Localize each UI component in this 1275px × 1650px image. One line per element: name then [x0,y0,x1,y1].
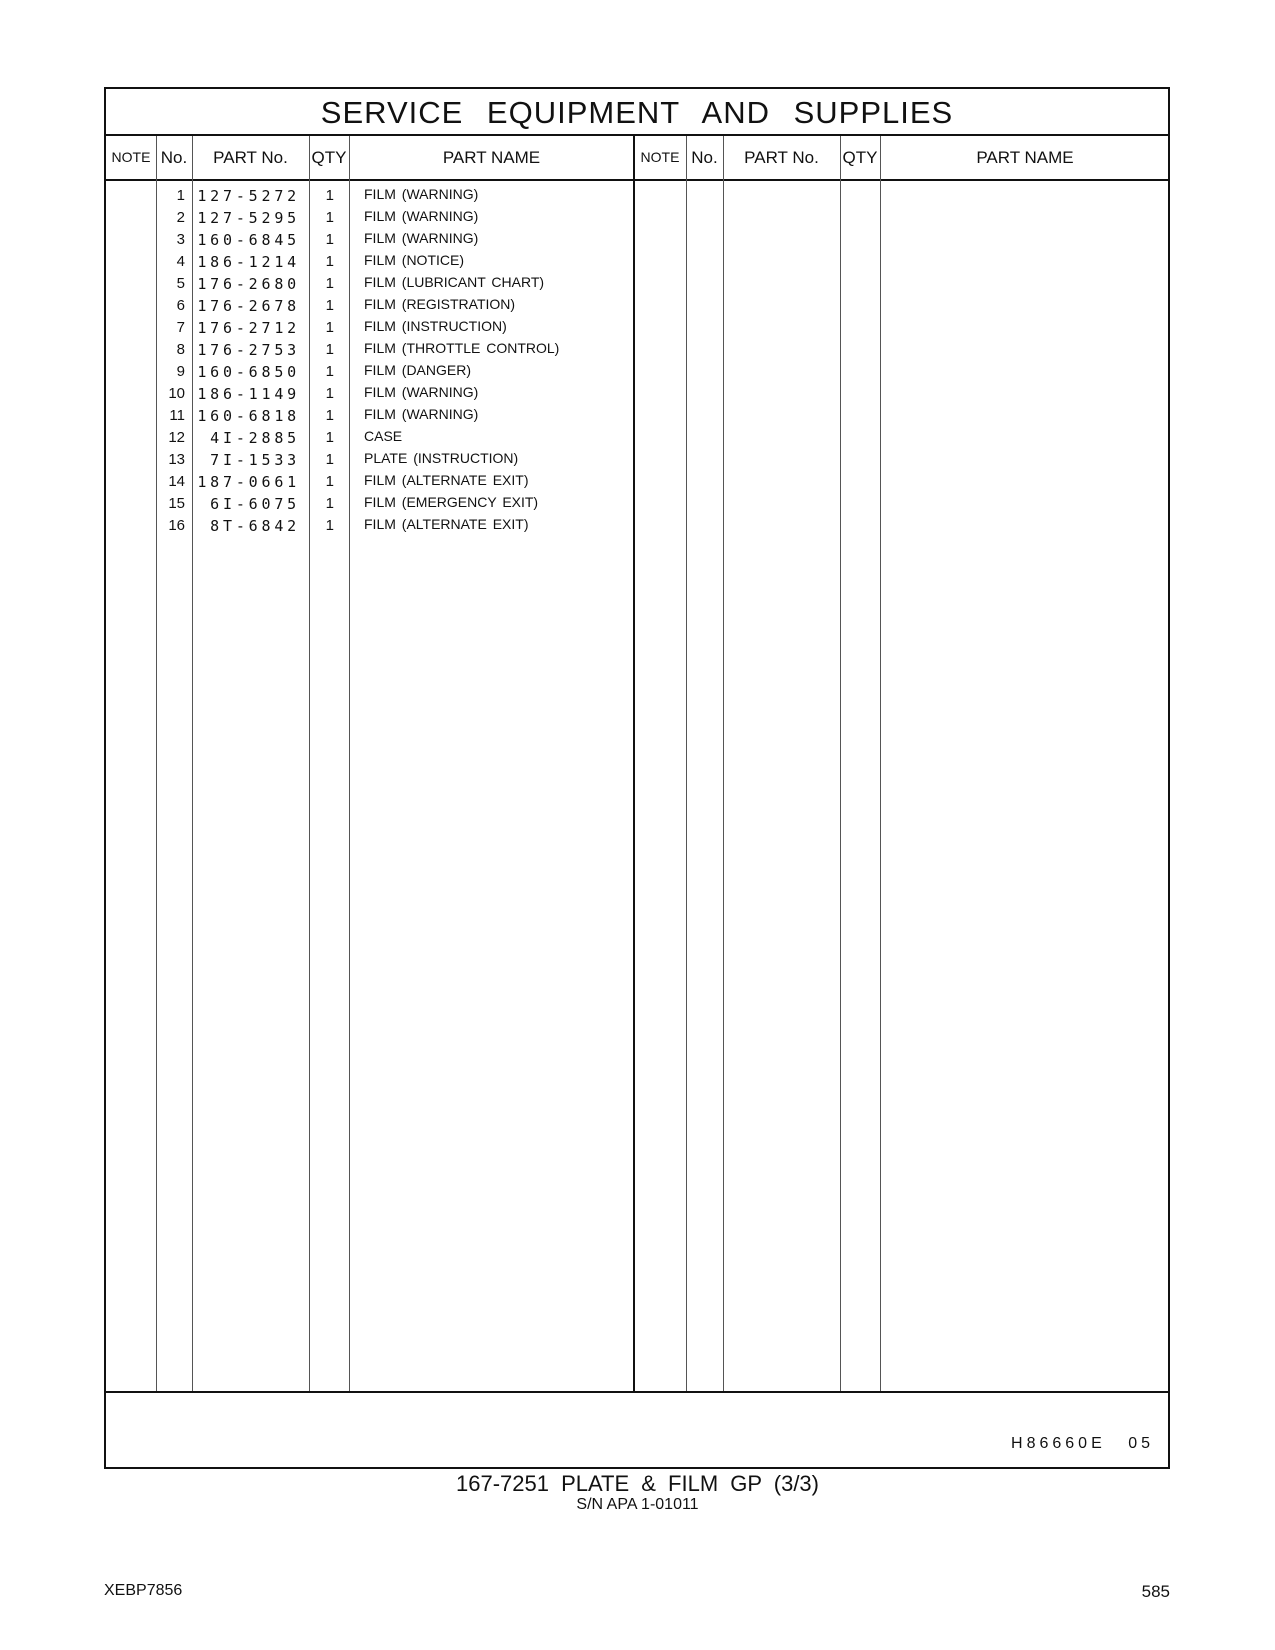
header-no-left: No. [160,148,188,167]
item-number: 9 [176,363,185,380]
part-name: CASE [364,428,403,444]
header-part-name-left: PART NAME [442,148,541,167]
item-number: 3 [176,231,185,248]
header-no-right: No. [691,148,718,167]
quantity: 1 [325,187,334,204]
part-name: FILM (WARNING) [364,186,479,202]
part-number: 160-6850 [197,363,300,381]
part-name: FILM (THROTTLE CONTROL) [364,340,560,356]
header-part-no-left: PART No. [213,148,288,167]
quantity: 1 [325,495,334,512]
header-qty-right: QTY [842,148,878,167]
item-number: 15 [168,495,185,512]
part-number: 127-5272 [197,187,300,205]
table-bottom-rule [106,1391,1168,1393]
part-name: FILM (REGISTRATION) [364,296,516,312]
part-number: 127-5295 [197,209,300,227]
header-qty-left: QTY [311,148,347,167]
table-row [106,515,1168,537]
header-note-left: NOTE [111,149,151,165]
part-number: 176-2753 [197,341,300,359]
table-row [106,449,1168,471]
table-row [106,229,1168,251]
part-name: FILM (EMERGENCY EXIT) [364,494,539,510]
item-number: 13 [168,451,185,468]
page-title: SERVICE EQUIPMENT AND SUPPLIES [320,95,954,130]
part-number: 8T-6842 [210,517,300,535]
part-name: FILM (ALTERNATE EXIT) [364,516,529,532]
part-name: FILM (ALTERNATE EXIT) [364,472,529,488]
part-name: FILM (NOTICE) [364,252,464,268]
quantity: 1 [325,253,334,270]
quantity: 1 [325,297,334,314]
table-row [106,339,1168,361]
item-number: 12 [168,429,185,446]
quantity: 1 [325,473,334,490]
part-number: 6I-6075 [210,495,300,513]
part-number: 186-1214 [197,253,300,271]
table-row [106,361,1168,383]
item-number: 4 [176,253,185,270]
quantity: 1 [325,341,334,358]
part-name: FILM (WARNING) [364,208,479,224]
table-row [106,427,1168,449]
serial-number: S/N APA 1-01011 [576,1496,699,1513]
group-title: 167-7251 PLATE & FILM GP (3/3) [455,1471,819,1496]
part-name: FILM (WARNING) [364,230,479,246]
quantity: 1 [325,451,334,468]
part-number: 4I-2885 [210,429,300,447]
quantity: 1 [325,363,334,380]
header-note-right: NOTE [640,149,680,165]
item-number: 11 [169,407,185,424]
header-part-name-right: PART NAME [976,148,1074,167]
part-number: 160-6818 [197,407,300,425]
part-number: 176-2712 [197,319,300,337]
part-name: FILM (WARNING) [364,384,479,400]
title-band [106,89,1168,136]
table-row [106,295,1168,317]
part-number: 186-1149 [197,385,300,403]
header-part-no-right: PART No. [744,148,819,167]
part-name: PLATE (INSTRUCTION) [364,450,519,466]
table-row [106,383,1168,405]
drawing-code: H86660E 05 [1011,1435,1154,1452]
part-name: FILM (LUBRICANT CHART) [364,274,545,290]
quantity: 1 [325,517,334,534]
quantity: 1 [325,407,334,424]
table-row [106,317,1168,339]
item-number: 5 [176,275,185,292]
quantity: 1 [325,275,334,292]
part-number: 187-0661 [197,473,300,491]
document-id: XEBP7856 [104,1582,183,1599]
item-number: 16 [168,517,185,534]
column-header-row [106,136,1168,181]
item-number: 2 [176,209,185,226]
quantity: 1 [325,209,334,226]
part-number: 160-6845 [197,231,300,249]
part-number: 176-2678 [197,297,300,315]
parts-table-frame [104,87,1170,1469]
table-row [106,273,1168,295]
table-row [106,405,1168,427]
item-number: 10 [168,385,185,402]
part-name: FILM (INSTRUCTION) [364,318,507,334]
item-number: 14 [168,473,185,490]
part-name: FILM (WARNING) [364,406,479,422]
table-row [106,185,1168,207]
quantity: 1 [325,429,334,446]
item-number: 7 [176,319,185,336]
quantity: 1 [325,319,334,336]
table-row [106,471,1168,493]
quantity: 1 [325,385,334,402]
part-number: 176-2680 [197,275,300,293]
item-number: 6 [176,297,185,314]
part-number: 7I-1533 [210,451,300,469]
table-row [106,251,1168,273]
table-row [106,207,1168,229]
quantity: 1 [325,231,334,248]
item-number: 8 [176,341,185,358]
page-number: 585 [1141,1582,1170,1601]
table-row [106,493,1168,515]
item-number: 1 [176,187,185,204]
part-name: FILM (DANGER) [364,362,471,378]
